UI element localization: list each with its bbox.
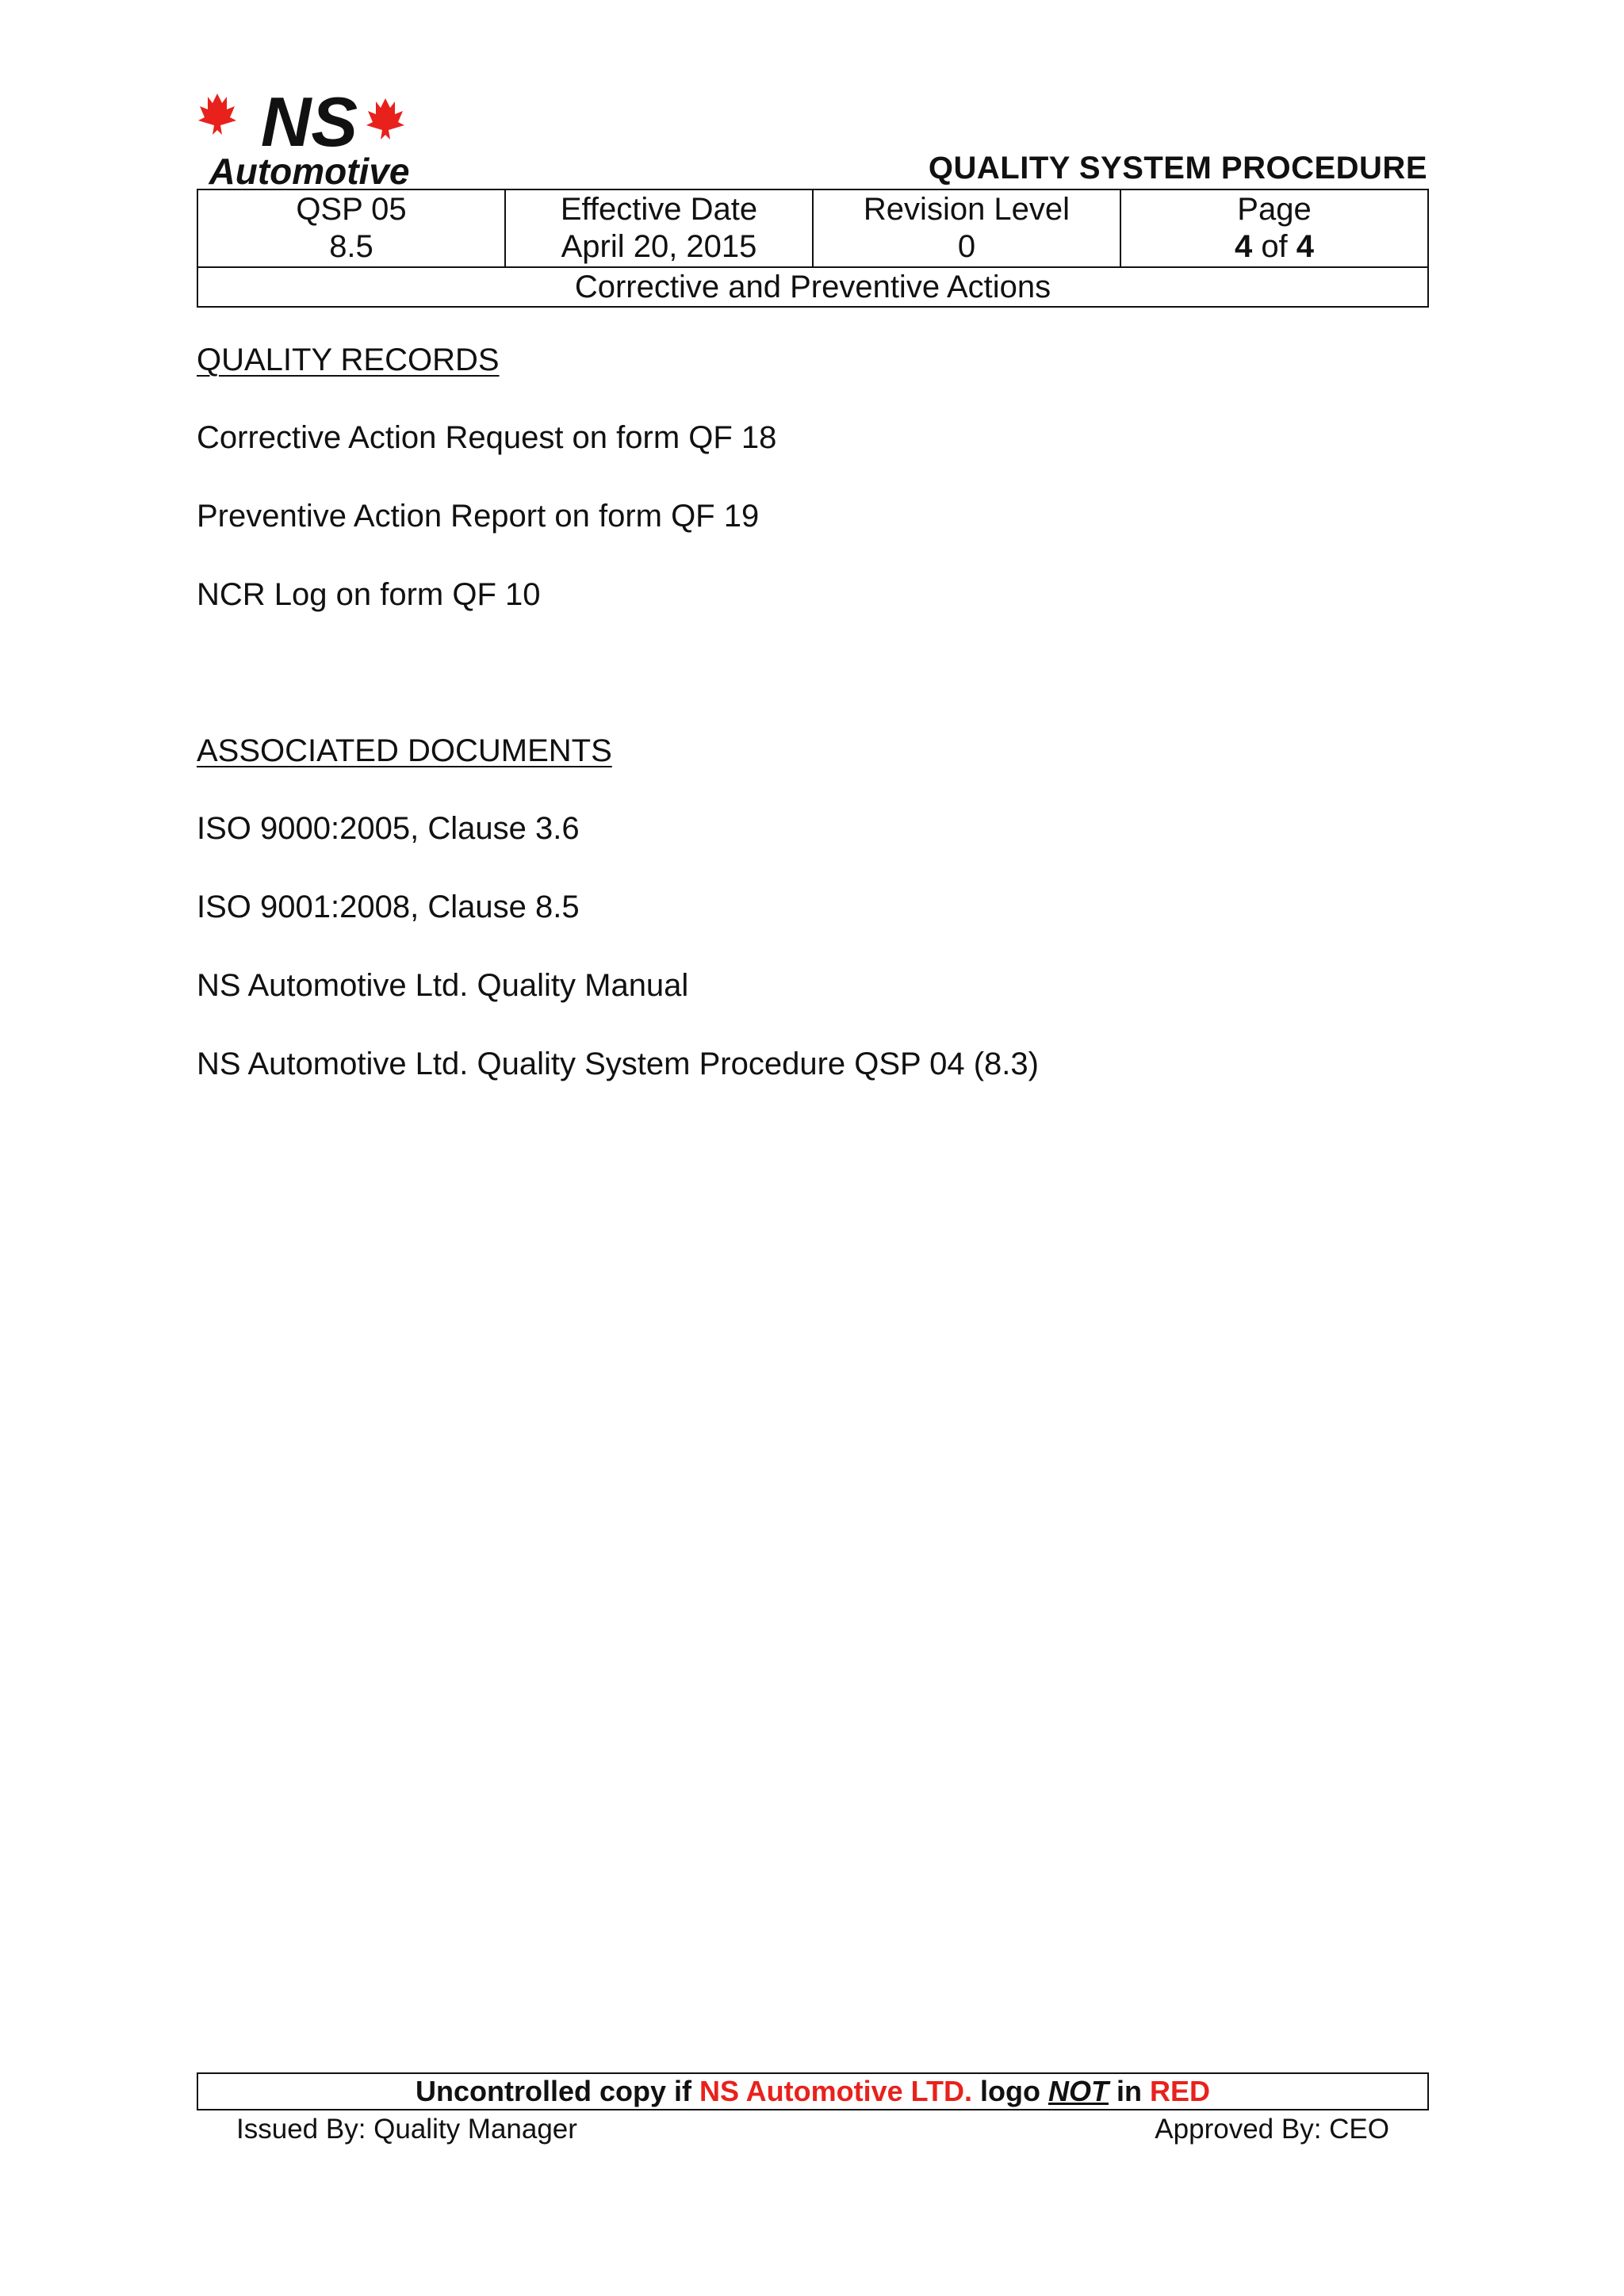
list-item: Corrective Action Request on form QF 18 [197,420,777,455]
notice-text: in [1108,2075,1150,2107]
procedure-code: QSP 05 [296,192,407,227]
document-type-title: QUALITY SYSTEM PROCEDURE [928,151,1427,186]
notice-text: logo [972,2075,1048,2107]
list-item: NCR Log on form QF 10 [197,577,541,612]
logo-text-automotive: Automotive [209,151,410,189]
effective-date-label: Effective Date [560,192,758,227]
approved-by: Approved By: CEO [1155,2114,1389,2145]
page-label: Page [1237,192,1312,227]
maple-leaf-icon [198,94,236,135]
header-meta-row [197,189,1428,267]
revision-value: 0 [957,229,976,264]
list-item: NS Automotive Ltd. Quality System Procedure QSP 04 (8.3) [197,1047,1039,1081]
notice-text: Uncontrolled copy if [415,2075,699,2107]
quality-records-heading: QUALITY RECORDS [197,342,500,377]
list-item: ISO 9000:2005, Clause 3.6 [197,811,580,846]
quality-records-section [197,342,776,614]
effective-date-value: April 20, 2015 [561,229,757,264]
page-cell [1120,189,1428,267]
uncontrolled-copy-notice [197,2072,1429,2110]
quality-records-list [197,419,776,614]
page-number [1121,228,1427,266]
revision-label: Revision Level [863,192,1071,227]
list-item: NS Automotive Ltd. Quality Manual [197,968,689,1003]
company-logo [198,86,428,189]
effective-date-cell [505,189,813,267]
notice-not-emphasis: NOT [1048,2075,1109,2107]
associated-documents-section [197,733,1039,1083]
header-subject-row [197,267,1428,307]
logo-text-ns: NS [260,86,358,161]
page-total: 4 [1296,229,1315,264]
page-current: 4 [1234,229,1253,264]
list-item: Preventive Action Report on form QF 19 [197,499,760,534]
issued-by: Issued By: Quality Manager [236,2114,577,2145]
notice-red-word: RED [1149,2075,1210,2107]
maple-leaf-icon [366,98,404,140]
associated-documents-heading: ASSOCIATED DOCUMENTS [197,733,612,768]
revision-cell [813,189,1120,267]
notice-company-name: NS Automotive LTD. [699,2075,972,2107]
page-of: of [1261,229,1288,264]
list-item: ISO 9001:2008, Clause 8.5 [197,890,580,924]
document-header-table [197,189,1429,308]
procedure-subject: Corrective and Preventive Actions [197,267,1428,307]
procedure-cell [197,189,505,267]
procedure-clause: 8.5 [329,229,373,264]
associated-documents-list [197,810,1039,1083]
